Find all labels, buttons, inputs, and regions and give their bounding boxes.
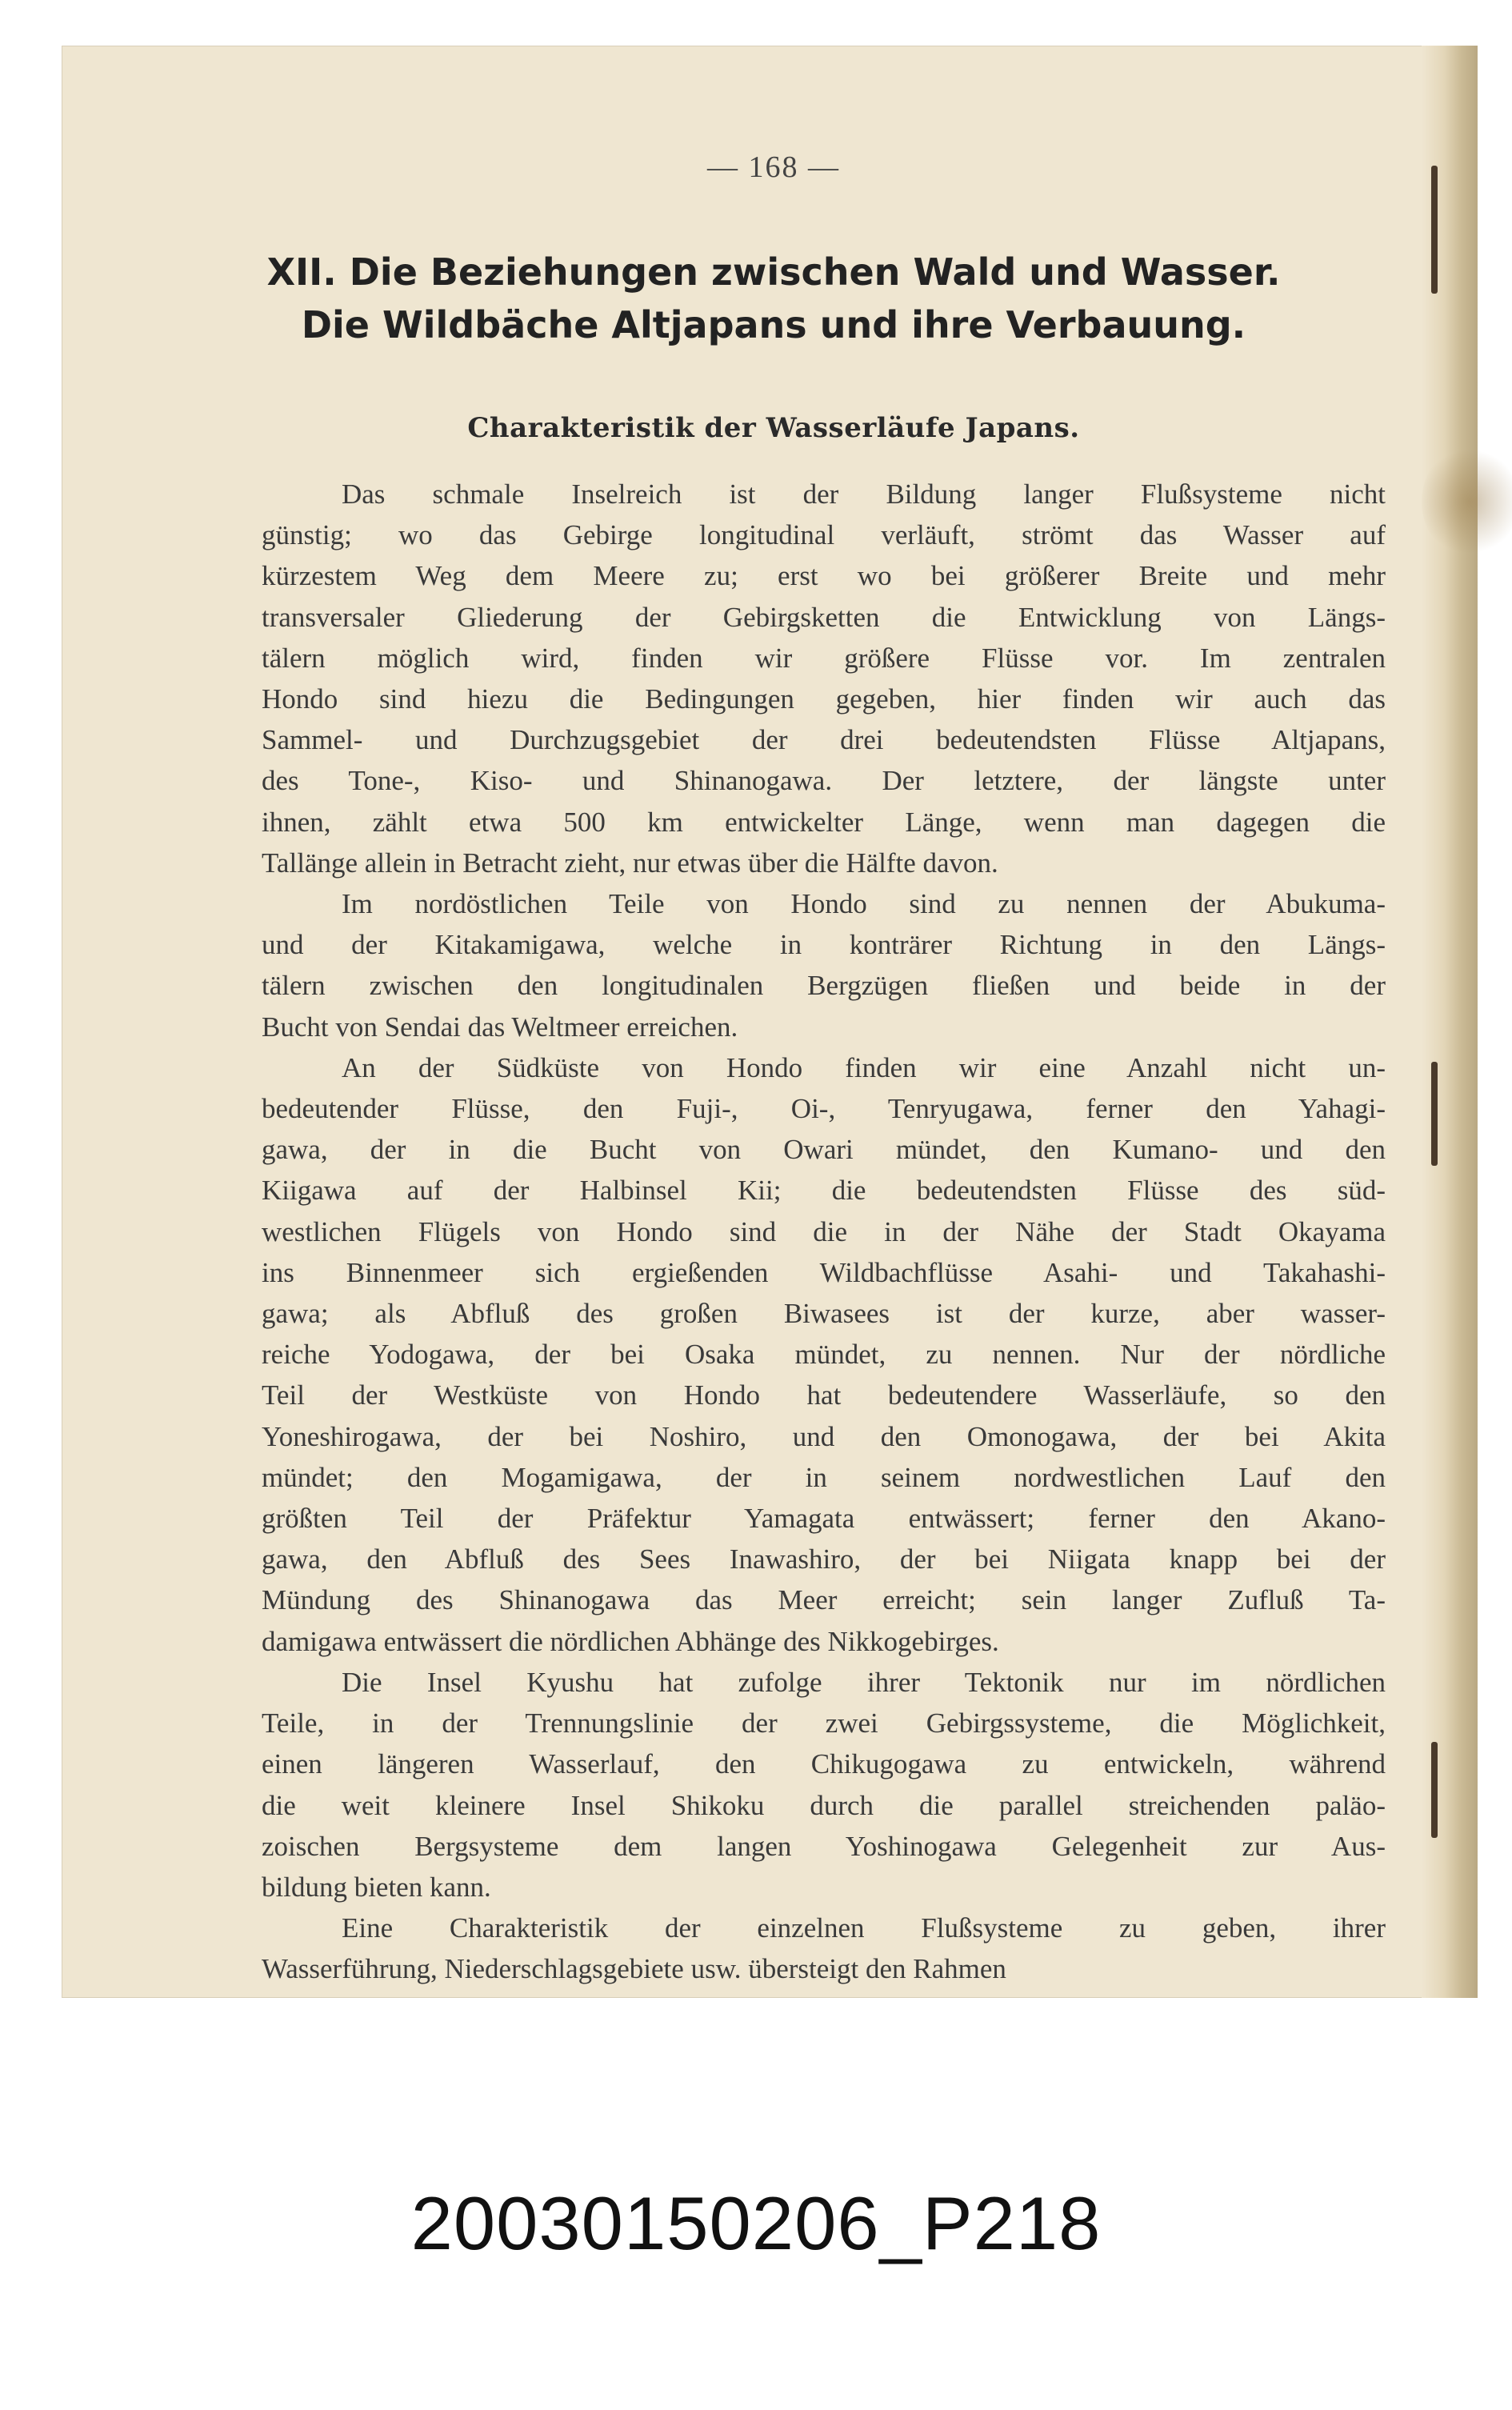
text-line: Hondo sind hiezu die Bedingungen gegeben, hier finden wir auch das (262, 683, 1386, 715)
text-line: Teil der Westküste von Hondo hat bedeutendere Wasserläufe, so den (262, 1379, 1386, 1411)
text-line: damigawa entwässert die nördlichen Abhänge des Nikkogebirges. (262, 1625, 999, 1657)
paragraph (262, 1908, 1386, 1989)
text-line: tälern zwischen den longitudinalen Bergzügen fließen und beide in der (262, 970, 1386, 1002)
text-line: Tallänge allein in Betracht zieht, nur etwas über die Hälfte davon. (262, 847, 998, 879)
paragraph (262, 474, 1386, 883)
text-line: gawa, der in die Bucht von Owari mündet, den Kumano- und den (262, 1134, 1386, 1166)
text-line: westlichen Flügels von Hondo sind die in der Nähe der Stadt Okayama (262, 1215, 1386, 1247)
text-line: größten Teil der Präfektur Yamagata entwässert; ferner den Akano- (262, 1503, 1386, 1535)
text-line: bedeutender Flüsse, den Fuji-, Oi-, Tenryugawa, ferner den Yahagi- (262, 1093, 1386, 1125)
chapter-title (62, 246, 1486, 351)
chapter-title-line: XII. Die Beziehungen zwischen Wald und Wasser. (266, 250, 1281, 294)
text-line: zoischen Bergsysteme dem langen Yoshinogawa Gelegenheit zur Aus- (262, 1830, 1386, 1862)
paper-stain (1422, 446, 1512, 558)
text-line: ins Binnenmeer sich ergießenden Wildbachflüsse Asahi- und Takahashi- (262, 1256, 1386, 1288)
text-line: des Tone-, Kiso- und Shinanogawa. Der letztere, der längste unter (262, 765, 1386, 797)
text-line: Teile, in der Trennungslinie der zwei Gebirgssysteme, die Möglichkeit, (262, 1707, 1386, 1739)
text-line: Yoneshirogawa, der bei Noshiro, und den Omonogawa, der bei Akita (262, 1420, 1386, 1452)
text-line: gawa; als Abfluß des großen Biwasees ist der kurze, aber wasser- (262, 1298, 1386, 1330)
paragraph (262, 1662, 1386, 1908)
text-line: einen längeren Wasserlauf, den Chikugogawa zu entwickeln, während (262, 1748, 1386, 1780)
image-id-caption: 20030150206_P218 (410, 2181, 1102, 2265)
text-line: transversaler Gliederung der Gebirgsketten die Entwicklung von Längs- (262, 601, 1386, 633)
text-line: ihnen, zählt etwa 500 km entwickelter Länge, wenn man dagegen die (262, 806, 1386, 838)
page-number: — 168 — (707, 150, 840, 184)
text-line: günstig; wo das Gebirge longitudinal verläuft, strömt das Wasser auf (262, 519, 1386, 551)
text-line: bildung bieten kann. (262, 1871, 491, 1903)
text-line: Eine Charakteristik der einzelnen Flußsysteme zu geben, ihrer (342, 1912, 1386, 1944)
chapter-title-line: Die Wildbäche Altjapans und ihre Verbauung. (301, 303, 1246, 346)
text-line: kürzestem Weg dem Meere zu; erst wo bei größerer Breite und mehr (262, 560, 1386, 592)
text-line: gawa, den Abfluß des Sees Inawashiro, der bei Niigata knapp bei der (262, 1543, 1386, 1575)
paragraph (262, 1047, 1386, 1662)
text-line: die weit kleinere Insel Shikoku durch die parallel streichenden paläo- (262, 1789, 1386, 1821)
text-line: An der Südküste von Hondo finden wir eine Anzahl nicht un- (342, 1051, 1386, 1083)
paragraph (262, 883, 1386, 1047)
text-line: reiche Yodogawa, der bei Osaka mündet, zu nennen. Nur der nördliche (262, 1339, 1386, 1371)
text-line: Kiigawa auf der Halbinsel Kii; die bedeutendsten Flüsse des süd- (262, 1175, 1386, 1207)
text-line: mündet; den Mogamigawa, der in seinem nordwestlichen Lauf den (262, 1461, 1386, 1493)
text-line: und der Kitakamigawa, welche in konträrer Richtung in den Längs- (262, 929, 1386, 961)
text-line: Im nordöstlichen Teile von Hondo sind zu nennen der Abukuma- (342, 888, 1386, 920)
text-line: Sammel- und Durchzugsgebiet der drei bedeutendsten Flüsse Altjapans, (262, 724, 1386, 756)
text-line: tälern möglich wird, finden wir größere Flüsse vor. Im zentralen (262, 642, 1386, 674)
text-line: Die Insel Kyushu hat zufolge ihrer Tektonik nur im nördlichen (342, 1666, 1386, 1698)
binding-mark (1431, 1742, 1438, 1838)
scanned-page (62, 46, 1478, 1998)
text-line: Wasserführung, Niederschlagsgebiete usw. übersteigt den Rahmen (262, 1953, 1006, 1985)
text-line: Das schmale Inselreich ist der Bildung langer Flußsysteme nicht (342, 478, 1386, 510)
body-text (262, 474, 1386, 1990)
text-line: Bucht von Sendai das Weltmeer erreichen. (262, 1011, 738, 1043)
section-heading: Charakteristik der Wasserläufe Japans. (467, 412, 1080, 444)
binding-mark (1431, 1062, 1438, 1166)
text-line: Mündung des Shinanogawa das Meer erreicht; sein langer Zufluß Ta- (262, 1584, 1386, 1616)
